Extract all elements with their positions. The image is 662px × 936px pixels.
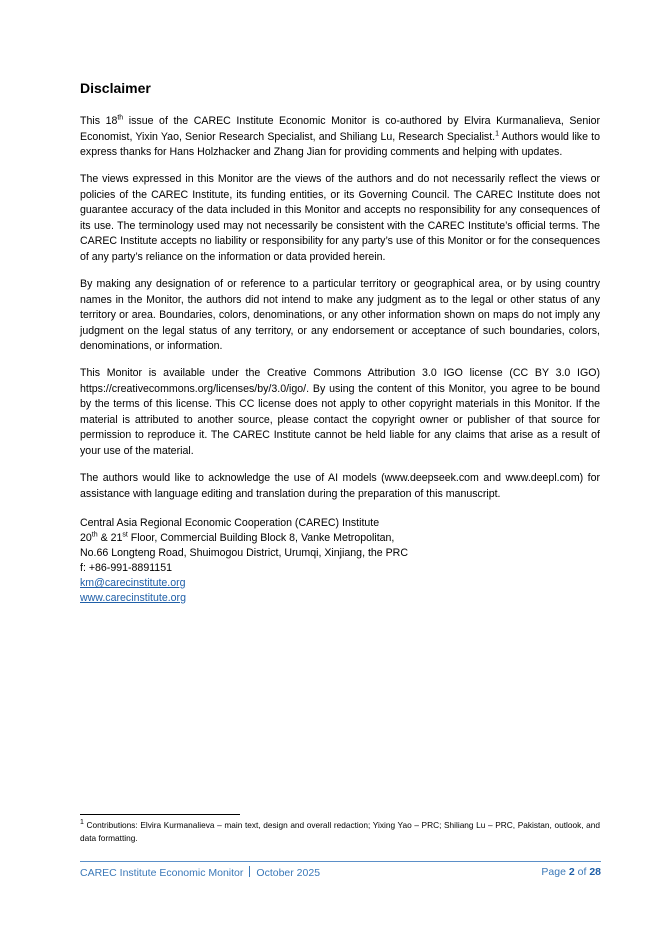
floor-a-suffix: th	[91, 531, 98, 539]
footer-divider	[80, 861, 601, 862]
footnote-marker: 1	[80, 819, 84, 827]
floor-a: 20	[80, 532, 92, 544]
address-street-line: No.66 Longteng Road, Shuimogou District, Urumqi, Xinjiang, the PRC	[80, 547, 408, 559]
authors-paragraph	[80, 114, 600, 161]
territory-paragraph: By making any designation of or reference to a particular territory or geographical area, or by using country names in the Monitor, the authors did not intend to make any judgment as to the legal or other status of any territory or area. Boundaries, colors, denominations, or any other information shown on maps do not imply any judgment on the legal status of any territory, or any endorsement or acceptance of such boundaries, colors, denominations, or information.	[80, 278, 600, 352]
organization-name: Central Asia Regional Economic Cooperation (CAREC) Institute	[80, 517, 380, 529]
total-pages: 28	[589, 866, 601, 878]
email-link[interactable]: km@carecinstitute.org	[80, 577, 186, 589]
website-link[interactable]: www.carecinstitute.org	[80, 592, 186, 604]
floor-b-suffix: st	[122, 531, 128, 539]
para1-pre: This 18	[80, 115, 118, 127]
current-page: 2	[568, 866, 575, 878]
page-number	[541, 866, 601, 878]
para1-mid: issue of the CAREC Institute Economic Monitor is co-authored by Elvira Kurmanalieva, Senior Economist, Yixin Yao, Senior Research Specialist, and Shiliang Lu, Research Specialist.	[80, 115, 600, 143]
footer-separator	[249, 866, 250, 877]
views-paragraph: The views expressed in this Monitor are the views of the authors and do not necessarily reflect the views or policies of the CAREC Institute, its funding entities, or its Governing Council. The CAREC Institute does not guarantee accuracy of the data included in this Monitor and accepts no responsibility for any consequences of its use. The terminology used may not necessarily be consistent with the CAREC Institute’s official terms. The CAREC Institute accepts no liability or responsibility for any party’s use of this Monitor or for the consequences of any party’s reliance on the information or data provided herein.	[80, 173, 600, 263]
address-floor-line	[80, 531, 600, 546]
of-label: of	[574, 866, 590, 878]
publication-name: CAREC Institute Economic Monitor	[80, 867, 244, 879]
footnote	[80, 819, 600, 845]
ordinal-suffix: th	[117, 114, 124, 122]
footer-left	[80, 866, 320, 879]
publication-date: October 2025	[256, 867, 321, 879]
license-paragraph: This Monitor is available under the Creative Commons Attribution 3.0 IGO license (CC BY 3.0 IGO) https://creativecommons.org/licenses/by/3.0/igo/. By using the content of this Monitor, you agree to be bound by the terms of this license. This CC license does not apply to other copyright materials in this Monitor. If the material is attributed to another source, please contact the copyright owner or publisher of that source for permission to reproduce it. The CAREC Institute cannot be held liable for any claims that arise as a result of your use of the material.	[80, 367, 600, 457]
page-title: Disclaimer	[80, 80, 151, 96]
contact-address	[80, 516, 600, 606]
floor-b: & 21	[97, 532, 123, 544]
footnote-divider	[80, 814, 240, 815]
footnote-text: Contributions: Elvira Kurmanalieva – main text, design and overall redaction; Yixing Yao – PRC; Shiliang Lu – PRC, Pakistan, outlook, and data formatting.	[80, 820, 600, 843]
para1-post: Authors would like to express thanks for Hans Holzhacker and Zhang Jian for providing comments and helping with updates.	[80, 130, 600, 158]
phone-number: f: +86-991-8891151	[80, 562, 172, 574]
floor-rest: Floor, Commercial Building Block 8, Vanke Metropolitan,	[127, 532, 395, 544]
footnote-reference[interactable]: 1	[495, 129, 500, 137]
page-label: Page	[541, 866, 569, 878]
ai-acknowledgement-paragraph: The authors would like to acknowledge the use of AI models (www.deepseek.com and www.deepl.com) for assistance with language editing and translation during the preparation of this manuscript.	[80, 472, 600, 500]
